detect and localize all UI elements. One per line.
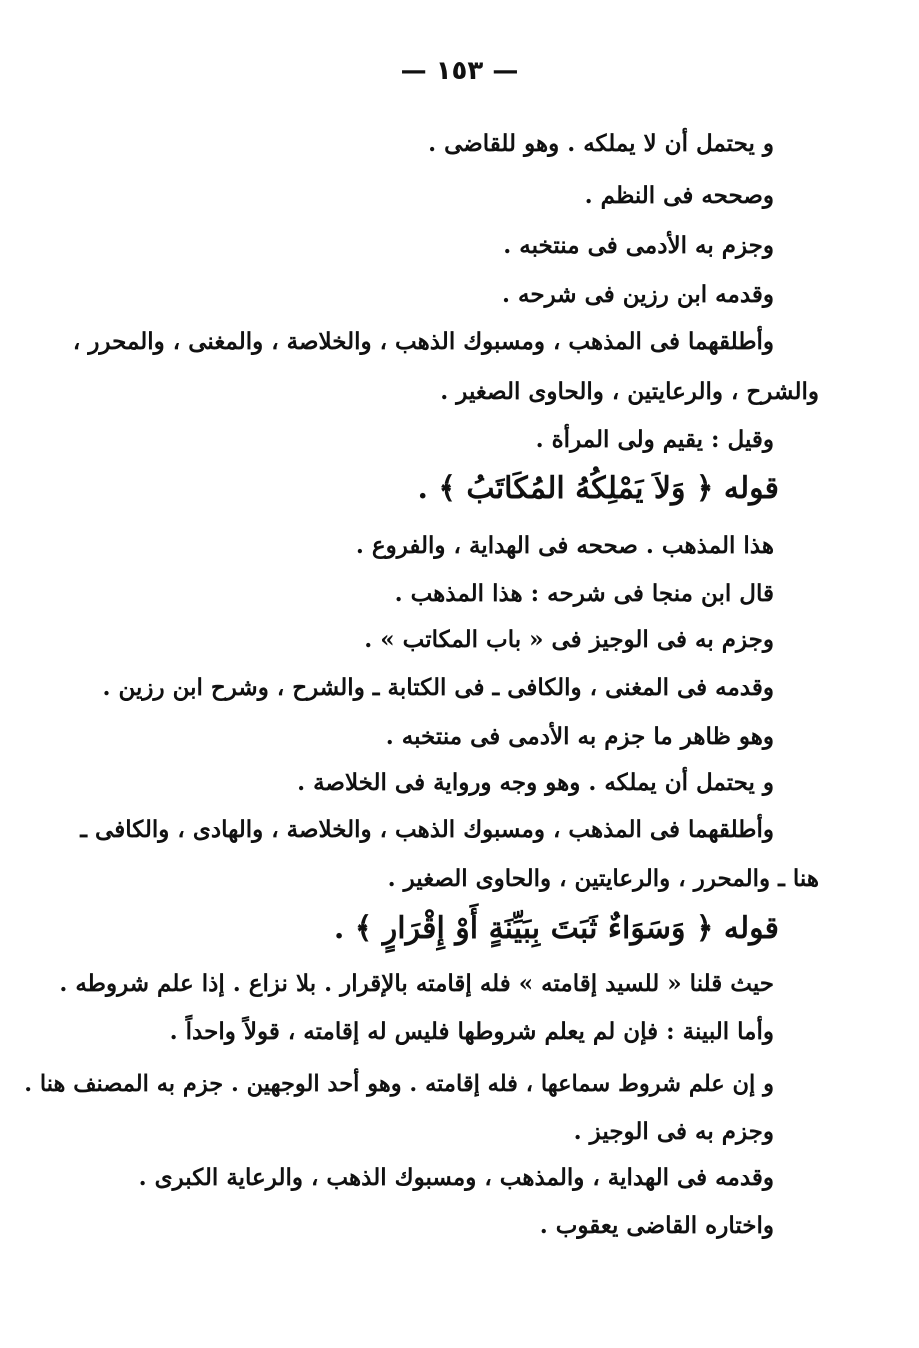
text-line: وأطلقهما فى المذهب ، ومسبوك الذهب ، والخلاصة ، والمغنى ، والمحرر ،: [72, 328, 774, 355]
text-line: هنا ـ والمحرر ، والرعايتين ، والحاوى الصغير .: [387, 865, 819, 892]
text-line: وأما البينة : فإن لم يعلم شروطها فليس له إقامته ، قولاً واحداً .: [169, 1018, 774, 1045]
text-line: وجزم به الأدمى فى منتخبه .: [503, 232, 774, 259]
text-line: و يحتمل أن يملكه . وهو وجه ورواية فى الخلاصة .: [297, 769, 774, 796]
text-line: وقدمه ابن رزين فى شرحه .: [502, 281, 774, 308]
text-line: وقيل : يقيم ولى المرأة .: [535, 426, 774, 453]
text-line: واختاره القاضى يعقوب .: [539, 1212, 774, 1239]
text-line: وجزم به فى الوجيز .: [573, 1118, 774, 1145]
text-line: وقدمه فى المغنى ، والكافى ـ فى الكتابة ـ والشرح ، وشرح ابن رزين .: [102, 674, 774, 701]
page-number: — ١٥٣ —: [400, 56, 519, 86]
section-heading: قوله ﴿ وَلاَ يَمْلِكُهُ المُكَاتَبُ ﴾ .: [417, 471, 779, 506]
text-line: والشرح ، والرعايتين ، والحاوى الصغير .: [440, 378, 819, 405]
text-line: هذا المذهب . صححه فى الهداية ، والفروع .: [355, 532, 774, 559]
text-line: قال ابن منجا فى شرحه : هذا المذهب .: [394, 580, 774, 607]
text-line: وجزم به فى الوجيز فى « باب المكاتب » .: [364, 626, 774, 653]
text-line: وقدمه فى الهداية ، والمذهب ، ومسبوك الذهب ، والرعاية الكبرى .: [138, 1164, 774, 1191]
section-heading: قوله ﴿ وَسَوَاءٌ ثَبَتَ بِبَيِّنَةٍ أَوْ إِقْرَارٍ ﴾ .: [333, 911, 779, 946]
text-line: و إن علم شروط سماعها ، فله إقامته . وهو أحد الوجهين . جزم به المصنف هنا .: [24, 1071, 774, 1097]
text-line: وهو ظاهر ما جزم به الأدمى فى منتخبه .: [385, 723, 774, 750]
text-line: و يحتمل أن لا يملكه . وهو للقاضى .: [428, 130, 774, 157]
text-line: وأطلقهما فى المذهب ، ومسبوك الذهب ، والخلاصة ، والهادى ، والكافى ـ: [80, 816, 774, 843]
text-line: وصححه فى النظم .: [584, 182, 774, 209]
text-line: حيث قلنا « للسيد إقامته » فله إقامته بالإقرار . بلا نزاع . إذا علم شروطه .: [59, 970, 774, 997]
